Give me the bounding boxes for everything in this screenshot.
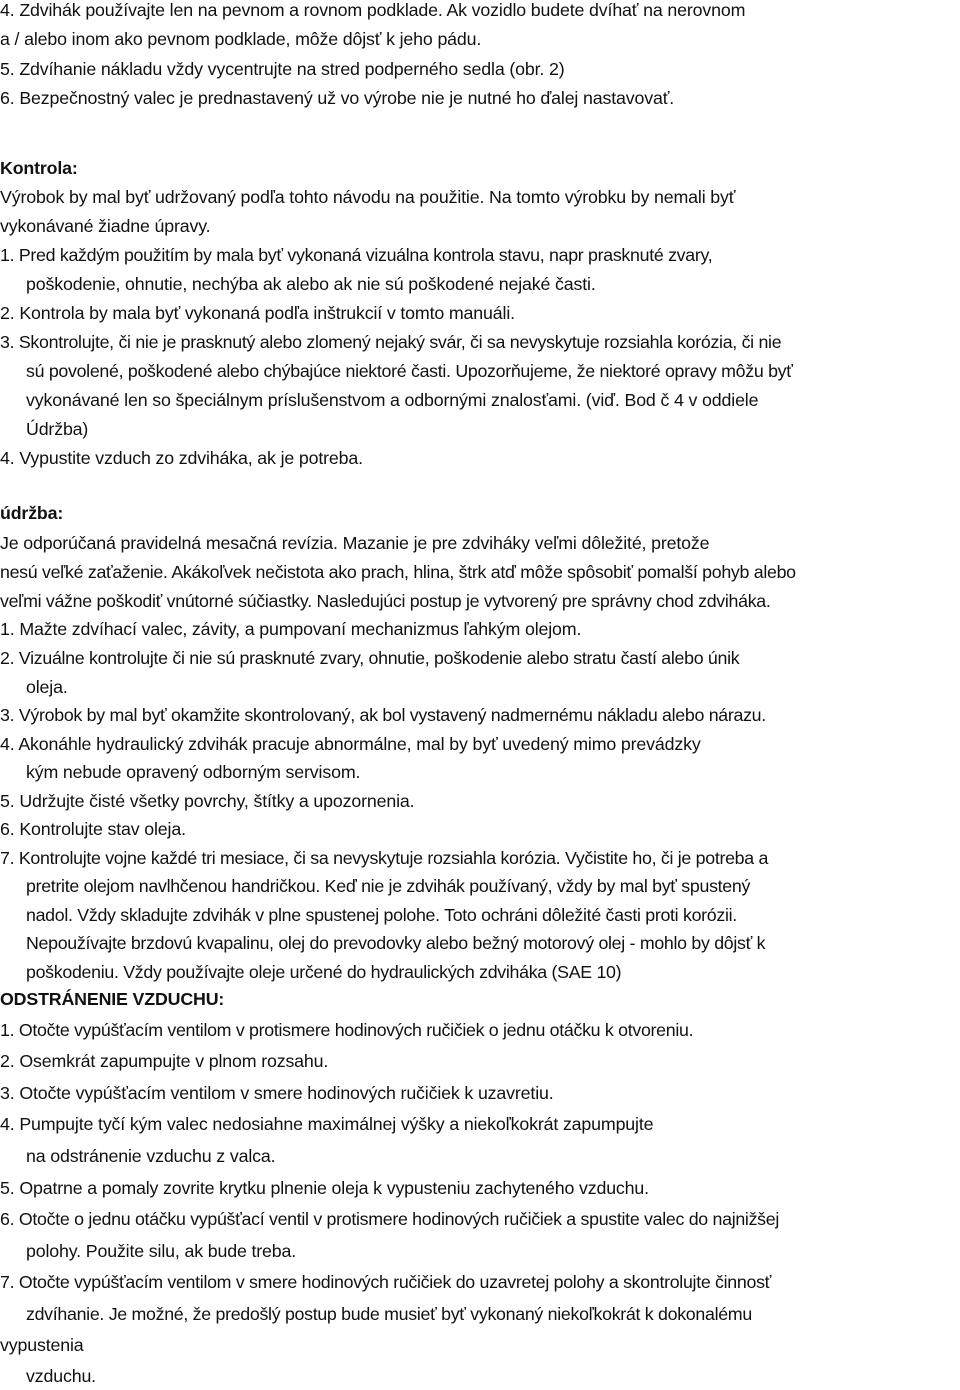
udrzba-item-2-line-2: oleja. [26,677,68,697]
odstranenie-item-2: 2. Osemkrát zapumpujte v plnom rozsahu. [0,1051,329,1071]
kontrola-item-3-line-1: 3. Skontrolujte, či nie je prasknutý alebo zlomený nejaký svár, či sa nevyskytuje rozsiahla korózia, či nie [0,332,782,352]
kontrola-item-3-line-3: vykonávané len so špeciálnym príslušenstvom a odbornými znalosťami. (viď. Bod č 4 v oddiele [26,390,759,410]
odstranenie-item-7-line-3: vypustenia [0,1335,84,1355]
odstranenie-item-6-line-1: 6. Otočte o jednu otáčku vypúšťací ventil v protismere hodinových ručičiek a spustite valec do najnižšej [0,1209,780,1229]
kontrola-item-3-line-2: sú povolené, poškodené alebo chýbajúce niektoré časti. Upozorňujeme, že niektoré opravy môžu byť [26,361,793,381]
odstranenie-item-6-line-2: polohy. Použite silu, ak bude treba. [26,1241,297,1261]
intro-item-6: 6. Bezpečnostný valec je prednastavený už vo výrobe nie je nutné ho ďalej nastavovať. [0,88,675,108]
odstranenie-item-3: 3. Otočte vypúšťacím ventilom v smere hodinových ručičiek k uzavretiu. [0,1083,554,1103]
kontrola-item-4: 4. Vypustite vzduch zo zdviháka, ak je potreba. [0,448,363,468]
odstranenie-item-4-line-2: na odstránenie vzduchu z valca. [26,1146,276,1166]
udrzba-item-7-line-2: pretrite olejom navlhčenou handričkou. Keď nie je zdvihák používaný, vždy by mal byť spustený [26,876,751,896]
udrzba-paragraph-line-2: nesú veľké zaťaženie. Akákoľvek nečistota ako prach, hlina, štrk atď môže spôsobiť pomalší pohyb alebo [0,562,796,582]
udrzba-item-1: 1. Mažte zdvíhací valec, závity, a pumpovaní mechanizmus ľahkým olejom. [0,619,582,639]
udrzba-item-6: 6. Kontrolujte stav oleja. [0,819,186,839]
odstranenie-item-1: 1. Otočte vypúšťacím ventilom v protismere hodinových ručičiek o jednu otáčku k otvoreniu. [0,1020,694,1040]
odstranenie-item-7-line-1: 7. Otočte vypúšťacím ventilom v smere hodinových ručičiek do uzavretej polohy a skontrolujte činnosť [0,1272,772,1292]
odstranenie-heading: ODSTRÁNENIE VZDUCHU: [0,989,225,1009]
odstranenie-item-4-line-1: 4. Pumpujte tyčí kým valec nedosiahne maximálnej výšky a niekoľkokrát zapumpujte [0,1114,654,1134]
udrzba-item-4-line-1: 4. Akonáhle hydraulický zdvihák pracuje abnormálne, mal by byť uvedený mimo prevádzky [0,734,701,754]
kontrola-item-3-line-4: Údržba) [26,419,89,439]
kontrola-heading: Kontrola: [0,158,78,178]
udrzba-item-4-line-2: kým nebude opravený odborným servisom. [26,762,361,782]
intro-item-4-line-1: 4. Zdvihák používajte len na pevnom a rovnom podklade. Ak vozidlo budete dvíhať na nerovnom [0,0,746,20]
kontrola-paragraph-line-1: Výrobok by mal byť udržovaný podľa tohto návodu na použitie. Na tomto výrobku by nemali byť [0,187,736,207]
udrzba-item-5: 5. Udržujte čisté všetky povrchy, štítky a upozornenia. [0,791,415,811]
kontrola-item-2: 2. Kontrola by mala byť vykonaná podľa inštrukcií v tomto manuáli. [0,303,515,323]
udrzba-item-3: 3. Výrobok by mal byť okamžite skontrolovaný, ak bol vystavený nadmernému nákladu alebo nárazu. [0,705,766,725]
udrzba-item-7-line-4: Nepoužívajte brzdovú kvapalinu, olej do prevodovky alebo bežný motorový olej - mohlo by dôjsť k [26,933,766,953]
odstranenie-item-7-line-4: vzduchu. [26,1366,96,1386]
udrzba-paragraph-line-3: veľmi vážne poškodiť vnútorné súčiastky. Nasledujúci postup je vytvorený pre správny chod zdviháka. [0,591,771,611]
udrzba-item-7-line-5: poškodeniu. Vždy používajte oleje určené do hydraulických zdviháka (SAE 10) [26,962,622,982]
udrzba-heading: údržba: [0,503,64,523]
intro-item-4-line-2: a / alebo inom ako pevnom podklade, môže dôjsť k jeho pádu. [0,29,482,49]
udrzba-item-2-line-1: 2. Vizuálne kontrolujte či nie sú prasknuté zvary, ohnutie, poškodenie alebo stratu častí alebo únik [0,648,740,668]
udrzba-item-7-line-1: 7. Kontrolujte vojne každé tri mesiace, či sa nevyskytuje rozsiahla korózia. Vyčistite ho, či je potreba a [0,848,769,868]
udrzba-paragraph-line-1: Je odporúčaná pravidelná mesačná revízia. Mazanie je pre zdviháky veľmi dôležité, pretože [0,533,710,553]
udrzba-item-7-line-3: nadol. Vždy skladujte zdvihák v plne spustenej polohe. Toto ochráni dôležité časti proti korózii. [26,905,737,925]
kontrola-item-1-line-2: poškodenie, ohnutie, nechýba ak alebo ak nie sú poškodené nejaké časti. [26,274,596,294]
odstranenie-item-7-line-2: zdvíhanie. Je možné, že predošlý postup bude musieť byť vykonaný niekoľkokrát k dokonalému [26,1304,752,1324]
intro-item-5: 5. Zdvíhanie nákladu vždy vycentrujte na stred podperného sedla (obr. 2) [0,59,565,79]
kontrola-item-1-line-1: 1. Pred každým použitím by mala byť vykonaná vizuálna kontrola stavu, napr prasknuté zvary, [0,245,713,265]
kontrola-paragraph-line-2: vykonávané žiadne úpravy. [0,216,211,236]
odstranenie-item-5: 5. Opatrne a pomaly zovrite krytku plnenie oleja k vypusteniu zachyteného vzduchu. [0,1178,649,1198]
